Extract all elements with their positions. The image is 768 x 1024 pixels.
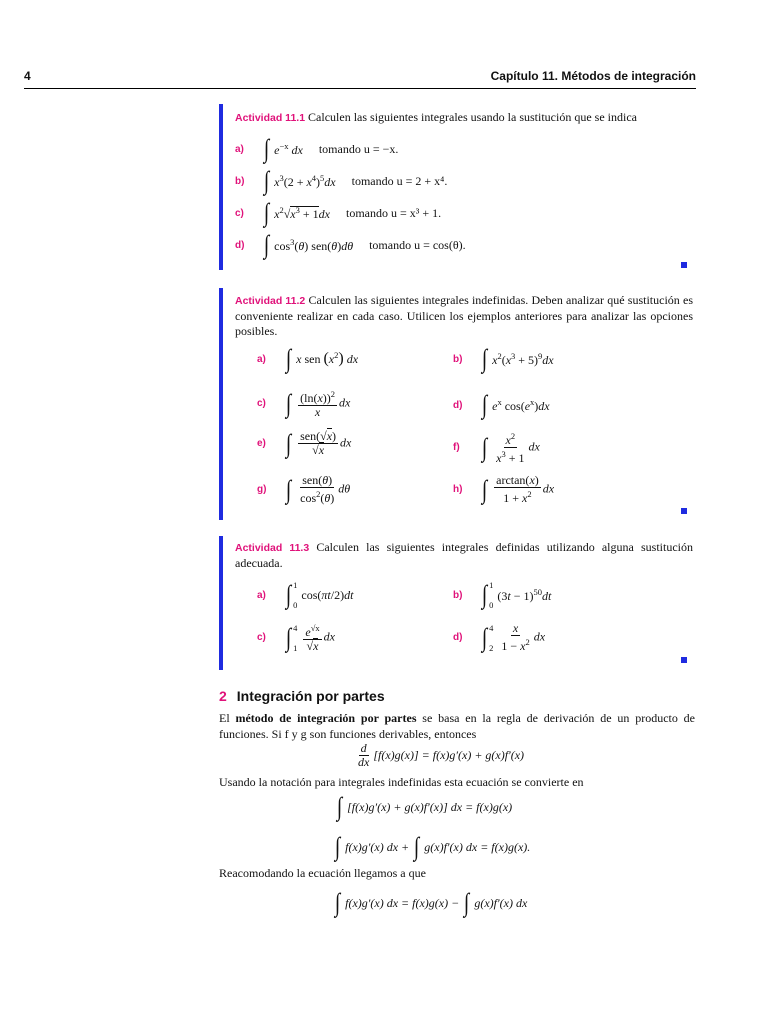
integrand: x sen $(x^2)$ dx	[296, 350, 359, 367]
chapter-title: Capítulo 11. Métodos de integración	[490, 69, 696, 83]
integral-sign: ∫	[285, 428, 292, 458]
item-letter: c)	[235, 207, 244, 219]
item-letter: a)	[235, 143, 244, 155]
activity-11-2-title	[235, 293, 693, 339]
paragraph-notation: Usando la notación para integrales indefinidas esta ecuación se convierte en	[219, 775, 584, 789]
integral-sign: ∫	[414, 832, 420, 861]
integral-sign: ∫	[285, 580, 292, 609]
integral-sign: ∫	[336, 792, 343, 821]
integral-limits: 1 0	[489, 580, 494, 610]
integral-sign: ∫	[285, 474, 292, 504]
activity-11-3-item-a	[257, 580, 353, 610]
activity-11-3-item-b	[453, 580, 551, 610]
integrand: $\frac{(\ln(x))^2}{x}$ dx	[300, 389, 351, 419]
section-title: Integración por partes	[236, 688, 385, 704]
item-letter: a)	[257, 353, 266, 365]
activity-11-3-box	[219, 536, 695, 670]
integrand: $\frac{\text{sen(θ)}}{\cos^2(\theta)}$ dθ	[300, 473, 351, 505]
section-heading	[219, 688, 385, 704]
integral-sign: ∫	[334, 888, 341, 917]
integrand: $\frac{\arctan(x)}{1 + x^2}$ dx	[496, 473, 555, 505]
integrand: $x^2(x^3 + 5)^9dx$	[492, 350, 554, 367]
item-letter: b)	[453, 589, 463, 601]
integral-limits: 4 1	[293, 622, 298, 653]
integrand: $\cos^3(\theta)$ sen(θ)dθ	[274, 236, 354, 253]
integrand: $\frac{\text{sen(√x)}}{√x}$ dx	[300, 429, 352, 457]
activity-11-2-item-b	[453, 346, 554, 372]
integrand: $\frac{x}{1 - x^2}$ dx	[501, 621, 546, 653]
integral-sign: ∫	[481, 344, 488, 373]
substitution-hint: tomando u = −x.	[318, 141, 399, 156]
derivative-operator: $\frac{d}{dx}$	[358, 741, 370, 769]
section-number: 2	[219, 688, 227, 704]
integral-sign: ∫	[464, 888, 470, 917]
activity-11-2-item-c	[257, 388, 350, 419]
item-letter: d)	[235, 239, 245, 251]
item-letter: d)	[453, 399, 463, 411]
activity-11-2-item-e	[257, 430, 351, 457]
activity-11-3-item-d	[453, 622, 545, 653]
activity-11-2-item-g	[257, 474, 350, 505]
integral-sign: ∫	[285, 388, 292, 418]
integrand: $e^x$ $\cos(e^x)dx$	[492, 396, 550, 413]
integral-sign: ∫	[481, 474, 488, 504]
activity-11-3-title	[235, 540, 693, 571]
activity-11-1-item-b	[235, 168, 447, 194]
integrand: $x^2√x^3 + 1dx$	[274, 204, 330, 221]
activity-11-3-item-c	[257, 622, 335, 653]
paragraph-intro: El método de integración por partes se basa en la regla de derivación de un producto de funciones. Si f y g son funciones derivables, entonces	[219, 711, 695, 741]
activity-instruction: Calculen las siguientes integrales indefinidas. Deben analizar qué sustitución es conveniente realizar en cada caso. Utilicen los ejemplos anteriores para analizar las opciones posibles.	[235, 293, 693, 338]
activity-11-1-item-d	[235, 232, 466, 258]
activity-label: Actividad 11.2	[235, 295, 306, 307]
integral-sign: ∫	[285, 622, 292, 652]
equation-integration-by-parts: ∫ f(x)g′(x) dx = f(x)g(x) − ∫ g(x)f′(x) dx	[334, 888, 528, 917]
activity-11-1-item-c	[235, 200, 441, 226]
integral-sign: ∫	[334, 832, 341, 861]
integrand: $\frac{x^2}{x^3 + 1}$ dx	[496, 431, 540, 465]
integrand: $\frac{e^{√x}}{√x}$ dx	[305, 623, 335, 653]
activity-11-2-box	[219, 288, 695, 520]
integral-sign: ∫	[285, 344, 292, 373]
integral-sign: ∫	[263, 230, 270, 259]
integrand: $e^{-x}$ dx	[274, 140, 303, 157]
activity-11-2-item-d	[453, 392, 550, 418]
integrand: cos(πt/2)dt	[301, 587, 354, 602]
item-letter: c)	[257, 398, 266, 409]
item-letter: d)	[453, 632, 463, 643]
item-letter: b)	[453, 353, 463, 365]
paragraph-rearrange: Reacomodando la ecuación llegamos a que	[219, 866, 426, 880]
substitution-hint: tomando u = cos(θ).	[369, 237, 466, 252]
substitution-hint: tomando u = 2 + x⁴.	[351, 173, 448, 188]
activity-instruction: Calculen las siguientes integrales usando la sustitución que se indica	[308, 110, 637, 124]
activity-11-1-title	[235, 110, 637, 126]
header-rule	[24, 88, 696, 89]
integrand: $x^3(2 + x^4)^5dx$	[274, 172, 336, 189]
activity-11-1-box	[219, 104, 695, 270]
integrand: $(3t - 1)^{50}dt$	[497, 586, 552, 603]
integral-limits: 1 0	[293, 580, 298, 610]
bold-term: método de integración por partes	[235, 711, 417, 725]
activity-label: Actividad 11.1	[235, 112, 306, 124]
equation-integral-sum: ∫ [f(x)g′(x) + g(x)f′(x)] dx = f(x)g(x)	[336, 792, 513, 821]
integral-sign: ∫	[263, 134, 270, 163]
integral-sign: ∫	[481, 432, 488, 462]
integral-sign: ∫	[263, 166, 270, 195]
item-letter: h)	[453, 484, 463, 495]
activity-instruction: Calculen las siguientes integrales definidas utilizando alguna sustitución adecuada.	[235, 540, 693, 570]
integral-limits: 4 2	[489, 622, 494, 653]
item-letter: c)	[257, 632, 266, 643]
activity-label: Actividad 11.3	[235, 542, 310, 554]
item-letter: g)	[257, 484, 267, 495]
end-of-activity-mark	[681, 657, 687, 663]
item-letter: f)	[453, 442, 460, 453]
integral-sign: ∫	[481, 622, 488, 652]
activity-11-2-item-a	[257, 346, 358, 372]
equation-product-rule: $\frac{d}{dx}$ [f(x)g(x)] = f(x)g′(x) + g(x)f′(x)	[358, 741, 525, 769]
end-of-activity-mark	[681, 262, 687, 268]
integral-sign: ∫	[481, 580, 488, 609]
end-of-activity-mark	[681, 508, 687, 514]
equation-integral-split: ∫ f(x)g′(x) dx + ∫ g(x)f′(x) dx = f(x)g(x).	[334, 832, 531, 861]
item-letter: a)	[257, 589, 266, 601]
integral-sign: ∫	[263, 198, 270, 227]
activity-11-2-item-h	[453, 474, 554, 505]
substitution-hint: tomando u = x³ + 1.	[345, 205, 442, 220]
page-number: 4	[24, 69, 31, 83]
activity-11-2-item-f	[453, 430, 540, 465]
activity-11-1-item-a	[235, 136, 398, 162]
item-letter: b)	[235, 175, 245, 187]
integral-sign: ∫	[481, 390, 488, 419]
item-letter: e)	[257, 438, 266, 449]
